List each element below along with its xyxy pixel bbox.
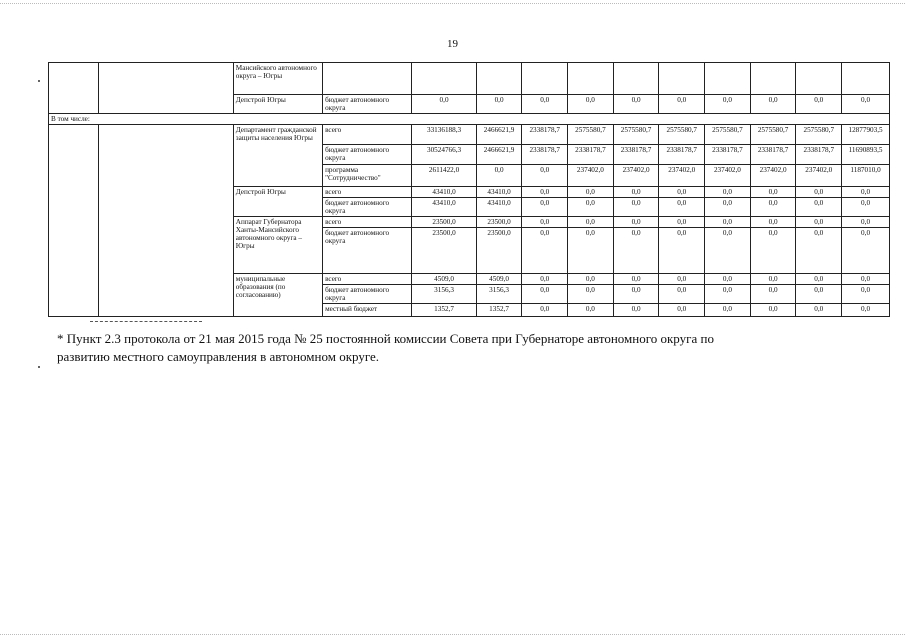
value-cell: 0,0 <box>568 228 614 274</box>
value-cell: 2338178,7 <box>522 145 568 165</box>
funding-source-cell: бюджет автономного округа <box>323 95 412 114</box>
funding-source-cell: бюджет автономного округа <box>323 228 412 274</box>
value-cell: 2338178,7 <box>705 145 751 165</box>
event-cell <box>98 125 233 317</box>
funding-source-cell: всего <box>323 125 412 145</box>
value-cell: 2575580,7 <box>659 125 705 145</box>
footnote-rule <box>90 321 202 322</box>
value-cell: 2466621,9 <box>476 145 522 165</box>
value-cell: 0,0 <box>842 217 890 228</box>
value-cell: 2611422,0 <box>412 165 476 187</box>
funding-source-cell: бюджет автономного округа <box>323 198 412 217</box>
value-cell: 237402,0 <box>613 165 659 187</box>
value-cell: 237402,0 <box>659 165 705 187</box>
value-cell: 0,0 <box>522 274 568 285</box>
value-cell: 12877903,5 <box>842 125 890 145</box>
funding-source-cell: бюджет автономного округа <box>323 285 412 304</box>
value-cell: 0,0 <box>705 285 751 304</box>
value-cell: 23500,0 <box>412 228 476 274</box>
value-cell: 2575580,7 <box>796 125 842 145</box>
value-cell: 0,0 <box>705 95 751 114</box>
value-cell <box>613 63 659 95</box>
value-cell <box>522 63 568 95</box>
scan-edge-top <box>0 3 905 4</box>
value-cell: 0,0 <box>842 285 890 304</box>
funding-source-cell: бюджет автономного округа <box>323 145 412 165</box>
value-cell: 0,0 <box>613 274 659 285</box>
page-number: 19 <box>447 38 458 50</box>
value-cell: 2575580,7 <box>613 125 659 145</box>
value-cell: 3156,3 <box>412 285 476 304</box>
value-cell <box>659 63 705 95</box>
value-cell: 0,0 <box>705 187 751 198</box>
index-cell <box>49 125 99 317</box>
value-cell: 0,0 <box>659 274 705 285</box>
value-cell: 0,0 <box>613 228 659 274</box>
index-cell <box>49 63 99 114</box>
value-cell: 0,0 <box>522 304 568 317</box>
footnote-line-2: развитию местного самоуправления в автономном округе. <box>57 349 380 364</box>
value-cell: 2466621,9 <box>476 125 522 145</box>
value-cell: 0,0 <box>659 217 705 228</box>
value-cell: 0,0 <box>750 274 796 285</box>
value-cell: 0,0 <box>750 187 796 198</box>
value-cell: 0,0 <box>412 95 476 114</box>
value-cell: 0,0 <box>613 95 659 114</box>
value-cell: 0,0 <box>750 228 796 274</box>
value-cell: 2338178,7 <box>750 145 796 165</box>
value-cell: 0,0 <box>522 198 568 217</box>
table-row <box>49 114 890 125</box>
table-row <box>49 125 890 145</box>
budget-table <box>48 62 890 317</box>
value-cell: 0,0 <box>842 304 890 317</box>
value-cell: 43410,0 <box>476 198 522 217</box>
value-cell: 0,0 <box>476 165 522 187</box>
footnote <box>57 330 857 366</box>
executor-cell: Депстрой Югры <box>233 187 322 217</box>
value-cell: 0,0 <box>568 274 614 285</box>
executor-cell: Депстрой Югры <box>233 95 322 114</box>
value-cell: 0,0 <box>842 228 890 274</box>
funding-source-cell <box>323 63 412 95</box>
value-cell: 0,0 <box>476 95 522 114</box>
value-cell: 237402,0 <box>796 165 842 187</box>
value-cell: 0,0 <box>842 95 890 114</box>
value-cell: 11690893,5 <box>842 145 890 165</box>
table-row <box>49 63 890 95</box>
value-cell: 0,0 <box>705 274 751 285</box>
value-cell: 23500,0 <box>412 217 476 228</box>
value-cell: 0,0 <box>796 228 842 274</box>
value-cell: 3156,3 <box>476 285 522 304</box>
value-cell: 4509,0 <box>476 274 522 285</box>
value-cell: 0,0 <box>568 285 614 304</box>
value-cell <box>705 63 751 95</box>
value-cell: 0,0 <box>750 304 796 317</box>
value-cell: 0,0 <box>705 228 751 274</box>
value-cell: 30524766,3 <box>412 145 476 165</box>
value-cell: 43410,0 <box>476 187 522 198</box>
value-cell: 0,0 <box>705 198 751 217</box>
executor-cell: муниципальные образования (по согласованию) <box>233 274 322 317</box>
value-cell: 2338178,7 <box>522 125 568 145</box>
value-cell: 2338178,7 <box>613 145 659 165</box>
value-cell: 1187010,0 <box>842 165 890 187</box>
funding-source-cell: местный бюджет <box>323 304 412 317</box>
value-cell: 0,0 <box>842 198 890 217</box>
value-cell: 0,0 <box>796 187 842 198</box>
footnote-line-1: * Пункт 2.3 протокола от 21 мая 2015 года № 25 постоянной комиссии Совета при Губернаторе автономного округа по <box>57 331 714 346</box>
value-cell: 0,0 <box>750 217 796 228</box>
value-cell: 2575580,7 <box>568 125 614 145</box>
event-cell <box>98 63 233 114</box>
value-cell: 0,0 <box>522 95 568 114</box>
executor-cell: Аппарат Губернатора Ханты-Мансийского автономного округа – Югры <box>233 217 322 274</box>
scan-edge-bottom <box>0 634 905 635</box>
funding-source-cell: всего <box>323 274 412 285</box>
value-cell: 0,0 <box>522 217 568 228</box>
value-cell <box>476 63 522 95</box>
value-cell: 0,0 <box>613 187 659 198</box>
value-cell: 0,0 <box>842 187 890 198</box>
value-cell: 0,0 <box>796 198 842 217</box>
value-cell: 237402,0 <box>705 165 751 187</box>
value-cell: 43410,0 <box>412 198 476 217</box>
value-cell: 0,0 <box>568 217 614 228</box>
value-cell <box>750 63 796 95</box>
value-cell: 0,0 <box>568 95 614 114</box>
value-cell <box>412 63 476 95</box>
value-cell <box>568 63 614 95</box>
scan-speck <box>38 366 40 368</box>
value-cell: 0,0 <box>796 95 842 114</box>
value-cell: 0,0 <box>705 304 751 317</box>
executor-cell: Мансийского автономного округа – Югры <box>233 63 322 95</box>
funding-source-cell: всего <box>323 217 412 228</box>
value-cell: 0,0 <box>613 304 659 317</box>
value-cell: 0,0 <box>842 274 890 285</box>
value-cell: 4509,0 <box>412 274 476 285</box>
executor-cell: Департамент гражданской защиты населения Югры <box>233 125 322 187</box>
value-cell: 23500,0 <box>476 228 522 274</box>
value-cell: 0,0 <box>568 187 614 198</box>
value-cell: 0,0 <box>796 217 842 228</box>
value-cell: 0,0 <box>613 285 659 304</box>
section-label: В том числе: <box>49 114 890 125</box>
value-cell <box>842 63 890 95</box>
value-cell: 0,0 <box>796 285 842 304</box>
value-cell: 237402,0 <box>750 165 796 187</box>
value-cell: 0,0 <box>613 198 659 217</box>
value-cell: 23500,0 <box>476 217 522 228</box>
value-cell: 0,0 <box>568 304 614 317</box>
value-cell: 2338178,7 <box>568 145 614 165</box>
value-cell <box>796 63 842 95</box>
value-cell: 0,0 <box>522 165 568 187</box>
value-cell: 1352,7 <box>476 304 522 317</box>
value-cell: 2575580,7 <box>705 125 751 145</box>
funding-source-cell: всего <box>323 187 412 198</box>
value-cell: 2338178,7 <box>796 145 842 165</box>
value-cell: 0,0 <box>522 187 568 198</box>
value-cell: 0,0 <box>659 95 705 114</box>
funding-source-cell: программа "Сотрудничество" <box>323 165 412 187</box>
value-cell: 43410,0 <box>412 187 476 198</box>
value-cell: 2338178,7 <box>659 145 705 165</box>
value-cell: 0,0 <box>659 198 705 217</box>
value-cell: 0,0 <box>659 304 705 317</box>
value-cell: 0,0 <box>750 95 796 114</box>
value-cell: 0,0 <box>568 198 614 217</box>
value-cell: 33136188,3 <box>412 125 476 145</box>
value-cell: 0,0 <box>750 198 796 217</box>
scan-speck <box>38 80 40 82</box>
value-cell: 0,0 <box>796 304 842 317</box>
value-cell: 0,0 <box>522 285 568 304</box>
value-cell: 1352,7 <box>412 304 476 317</box>
value-cell: 237402,0 <box>568 165 614 187</box>
value-cell: 0,0 <box>613 217 659 228</box>
value-cell: 0,0 <box>796 274 842 285</box>
value-cell: 0,0 <box>659 228 705 274</box>
value-cell: 0,0 <box>659 187 705 198</box>
value-cell: 0,0 <box>659 285 705 304</box>
value-cell: 2575580,7 <box>750 125 796 145</box>
value-cell: 0,0 <box>705 217 751 228</box>
value-cell: 0,0 <box>522 228 568 274</box>
value-cell: 0,0 <box>750 285 796 304</box>
